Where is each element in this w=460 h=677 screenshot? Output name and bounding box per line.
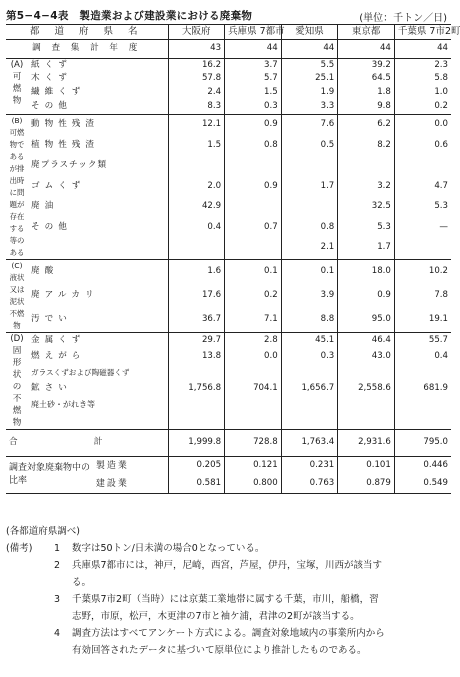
table-cell: 8.8 [281, 307, 338, 332]
note-text: 千葉県7市2町（当時）には京葉工業地帯に属する千葉，市川，船橋，習 [72, 594, 379, 605]
table-cell [168, 396, 225, 412]
table-cell: 0.8 [281, 217, 338, 238]
table-cell: 1.6 [168, 259, 225, 284]
item-label: ガラスくずおよび陶磁器くず [31, 367, 130, 377]
table-cell: 0.3 [281, 349, 338, 365]
note-continuation: 志野，市原，松戸，木更津の7市と袖ケ浦，君津の2町が該当する。 [72, 611, 360, 622]
table-cell: 95.0 [338, 307, 395, 332]
table-cell [225, 396, 282, 412]
table-cell: 5.8 [394, 72, 451, 86]
table-cell [168, 238, 225, 259]
table-cell: — [394, 217, 451, 238]
table-cell: 2.0 [168, 176, 225, 197]
item-label: 紙くず [31, 59, 72, 70]
table-cell: 7.1 [225, 307, 282, 332]
table-cell: 13.8 [168, 349, 225, 365]
table-cell: 2.1 [281, 238, 338, 259]
table-cell: 1.5 [225, 86, 282, 100]
total-cell: 2,931.6 [338, 429, 395, 456]
waste-table [6, 24, 460, 494]
table-row [6, 307, 451, 332]
table-cell: 18.0 [338, 259, 395, 284]
table-cell: 0.1 [281, 259, 338, 284]
total-row [6, 429, 451, 456]
table-row [6, 114, 451, 135]
table-cell: 8.3 [168, 100, 225, 114]
notes [6, 523, 451, 659]
table-cell: 0.4 [168, 217, 225, 238]
table-cell: 3.9 [281, 284, 338, 308]
table-cell: 45.1 [281, 332, 338, 349]
table-cell: 0.8 [225, 135, 282, 156]
table-cell [168, 365, 225, 381]
table-cell: 6.2 [338, 114, 395, 135]
note-item [6, 540, 451, 557]
note-text: 数字は50トン/日未満の場合0となっている。 [72, 543, 265, 554]
table-cell: 0.5 [281, 135, 338, 156]
table-cell: 2.8 [225, 332, 282, 349]
item-label: 汚でい [31, 313, 72, 324]
note-item [6, 625, 451, 642]
item-label: 廃土砂・がれき等 [31, 399, 95, 409]
table-cell: 17.6 [168, 284, 225, 308]
table-cell: 1.9 [281, 86, 338, 100]
table-row [6, 332, 451, 349]
table-cell: 12.1 [168, 114, 225, 135]
table-row [6, 412, 451, 429]
table-row [6, 86, 451, 100]
table-cell: 1.7 [281, 176, 338, 197]
total-label: 合 計 [9, 436, 105, 447]
ratio-subrow-label: 建設業 [95, 478, 129, 489]
table-cell: 0.9 [338, 284, 395, 308]
table-cell: 3.2 [338, 176, 395, 197]
table-cell: 0.7 [225, 217, 282, 238]
table-cell [281, 156, 338, 177]
table-cell [338, 412, 395, 429]
table-cell: 0.9 [225, 114, 282, 135]
note-continuation: 有効回答されたデータに基づいて原単位により推計したものである。 [72, 645, 367, 656]
header-prefecture: 都 道 府 県 名 [29, 26, 144, 37]
ratio-cell: 0.879 [338, 475, 395, 494]
survey-year-label: 調 査 集 計 年 度 [32, 42, 142, 53]
item-label: 繊維くず [31, 87, 86, 98]
table-title: 第5−4−4表 製造業および建設業における廃棄物 [6, 10, 253, 22]
table-cell: 55.7 [394, 332, 451, 349]
table-cell [225, 365, 282, 381]
ratio-subrow-label: 製造業 [95, 460, 129, 471]
table-cell [225, 412, 282, 429]
table-cell: 4.7 [394, 176, 451, 197]
table-cell [394, 412, 451, 429]
ratio-cell: 0.446 [394, 456, 451, 475]
item-label: その他 [31, 221, 72, 232]
table-cell [281, 412, 338, 429]
table-cell: 0.0 [394, 114, 451, 135]
header-hyogo: 兵庫県 7都市 [225, 25, 282, 40]
ratio-cell: 0.231 [281, 456, 338, 475]
table-cell: 0.2 [394, 100, 451, 114]
table-cell: 57.8 [168, 72, 225, 86]
table-cell: 0.9 [225, 176, 282, 197]
table-cell [225, 197, 282, 218]
table-row [6, 176, 451, 197]
ratio-cell: 0.549 [394, 475, 451, 494]
table-cell: 16.2 [168, 58, 225, 72]
table-cell: 0.4 [394, 349, 451, 365]
survey-year-cell: 44 [394, 39, 451, 58]
table-cell [394, 365, 451, 381]
table-cell: 7.8 [394, 284, 451, 308]
table-row [6, 365, 451, 381]
table-cell: 1.7 [338, 238, 395, 259]
table-cell: 36.7 [168, 307, 225, 332]
table-cell: 64.5 [338, 72, 395, 86]
table-cell [168, 412, 225, 429]
notes-label: (備考) [6, 543, 33, 554]
group-a-label: (A) 可燃物 [10, 59, 24, 106]
item-label: 廃油 [31, 201, 59, 212]
table-cell: 0.0 [225, 349, 282, 365]
note-number: 2 [54, 560, 61, 571]
table-row [6, 259, 451, 284]
table-row [6, 396, 451, 412]
table-cell: 10.2 [394, 259, 451, 284]
table-cell [225, 238, 282, 259]
table-row [6, 238, 451, 259]
table-cell: 29.7 [168, 332, 225, 349]
table-cell: 3.7 [225, 58, 282, 72]
survey-year-cell: 44 [338, 39, 395, 58]
table-cell [281, 365, 338, 381]
total-cell: 1,763.4 [281, 429, 338, 456]
table-cell [281, 396, 338, 412]
header-row [6, 25, 451, 40]
note-text: 調査方法はすべてアンケート方式による。調査対象地域内の事業所内から [72, 628, 385, 639]
item-label: 燃えがら [31, 350, 86, 361]
ratio-subrows [96, 457, 129, 493]
table-row [6, 135, 451, 156]
table-row [6, 349, 451, 365]
table-cell: 8.2 [338, 135, 395, 156]
table-cell: 0.2 [225, 284, 282, 308]
item-label: 廃プラスチック類 [31, 160, 108, 171]
total-cell: 795.0 [394, 429, 451, 456]
table-cell: 43.0 [338, 349, 395, 365]
table-cell: 704.1 [225, 381, 282, 397]
item-label: 動物性残渣 [31, 119, 99, 130]
table-cell: 25.1 [281, 72, 338, 86]
ratio-cell: 0.205 [168, 456, 225, 475]
ratio-cell: 0.121 [225, 456, 282, 475]
ratio-cell: 0.101 [338, 456, 395, 475]
table-cell [338, 365, 395, 381]
header-tokyo: 東京都 [338, 25, 395, 40]
table-cell: 2.3 [394, 58, 451, 72]
table-cell [225, 156, 282, 177]
table-cell: 46.4 [338, 332, 395, 349]
item-label: 鉱さい [31, 382, 72, 393]
item-label: ゴムくず [31, 180, 86, 191]
table-cell: 1,656.7 [281, 381, 338, 397]
item-label: 木くず [31, 73, 72, 84]
table-cell [281, 197, 338, 218]
note-item [6, 591, 451, 608]
ratio-cell: 0.763 [281, 475, 338, 494]
ratio-label: 調査対象廃棄物中の比率 [9, 462, 91, 486]
table-cell [394, 156, 451, 177]
ratio-cell: 0.800 [225, 475, 282, 494]
group-d-label: (D) 固形状の不燃物 [10, 333, 24, 428]
group-c-label: (C) 液状又は泥状不燃物 [9, 260, 25, 330]
table-row [6, 156, 451, 177]
table-cell: 0.1 [225, 259, 282, 284]
table-cell: 1,756.8 [168, 381, 225, 397]
table-cell: 3.3 [281, 100, 338, 114]
table-cell: 5.3 [338, 217, 395, 238]
table-cell [338, 156, 395, 177]
item-label: 廃アルカリ [31, 289, 99, 300]
group-b-label: (B) 可燃物であるが排出時に問題が存在する等のある [9, 115, 25, 257]
note-number: 1 [54, 543, 61, 554]
unit-label: (単位：千トン／日) [359, 13, 447, 24]
table-cell: 5.5 [281, 58, 338, 72]
note-text: 兵庫県7都市には，神戸，尼崎，西宮，芦屋，伊丹，宝塚，川西が該当す [72, 560, 383, 571]
ratio-row [6, 456, 451, 475]
table-cell: 39.2 [338, 58, 395, 72]
table-cell [338, 396, 395, 412]
table-cell: 1.8 [338, 86, 395, 100]
table-cell: 0.3 [225, 100, 282, 114]
table-row [6, 381, 451, 397]
note-number: 4 [54, 628, 61, 639]
table-cell: 2.4 [168, 86, 225, 100]
table-cell [394, 396, 451, 412]
survey-year-cell: 43 [168, 39, 225, 58]
table-cell: 42.9 [168, 197, 225, 218]
table-cell: 9.8 [338, 100, 395, 114]
table-cell: 7.6 [281, 114, 338, 135]
table-cell [168, 156, 225, 177]
table-row [6, 100, 451, 114]
table-row [6, 197, 451, 218]
table-row [6, 72, 451, 86]
item-label: その他 [31, 100, 72, 111]
table-cell: 19.1 [394, 307, 451, 332]
header-osaka: 大阪府 [168, 25, 225, 40]
survey-year-cell: 44 [281, 39, 338, 58]
header-chiba: 千葉県 7市2町 [394, 25, 451, 40]
table-row [6, 284, 451, 308]
table-cell: 5.3 [394, 197, 451, 218]
total-cell: 1,999.8 [168, 429, 225, 456]
note-number: 3 [54, 594, 61, 605]
survey-year-row [6, 39, 451, 58]
table-cell: 0.6 [394, 135, 451, 156]
table-cell [394, 238, 451, 259]
header-aichi: 愛知県 [281, 25, 338, 40]
source-note: (各都道府県調べ) [6, 526, 80, 537]
table-row [6, 217, 451, 238]
item-label: 廃酸 [31, 265, 59, 276]
table-cell: 32.5 [338, 197, 395, 218]
table-cell: 1.0 [394, 86, 451, 100]
table-cell: 681.9 [394, 381, 451, 397]
item-label: 金属くず [31, 334, 86, 345]
table-cell: 5.7 [225, 72, 282, 86]
item-label: 植物性残渣 [31, 139, 99, 150]
total-cell: 728.8 [225, 429, 282, 456]
table-cell: 1.5 [168, 135, 225, 156]
table-cell: 2,558.6 [338, 381, 395, 397]
note-continuation: る。 [72, 577, 92, 588]
ratio-cell: 0.581 [168, 475, 225, 494]
note-item [6, 557, 451, 574]
table-row [6, 58, 451, 72]
survey-year-cell: 44 [225, 39, 282, 58]
